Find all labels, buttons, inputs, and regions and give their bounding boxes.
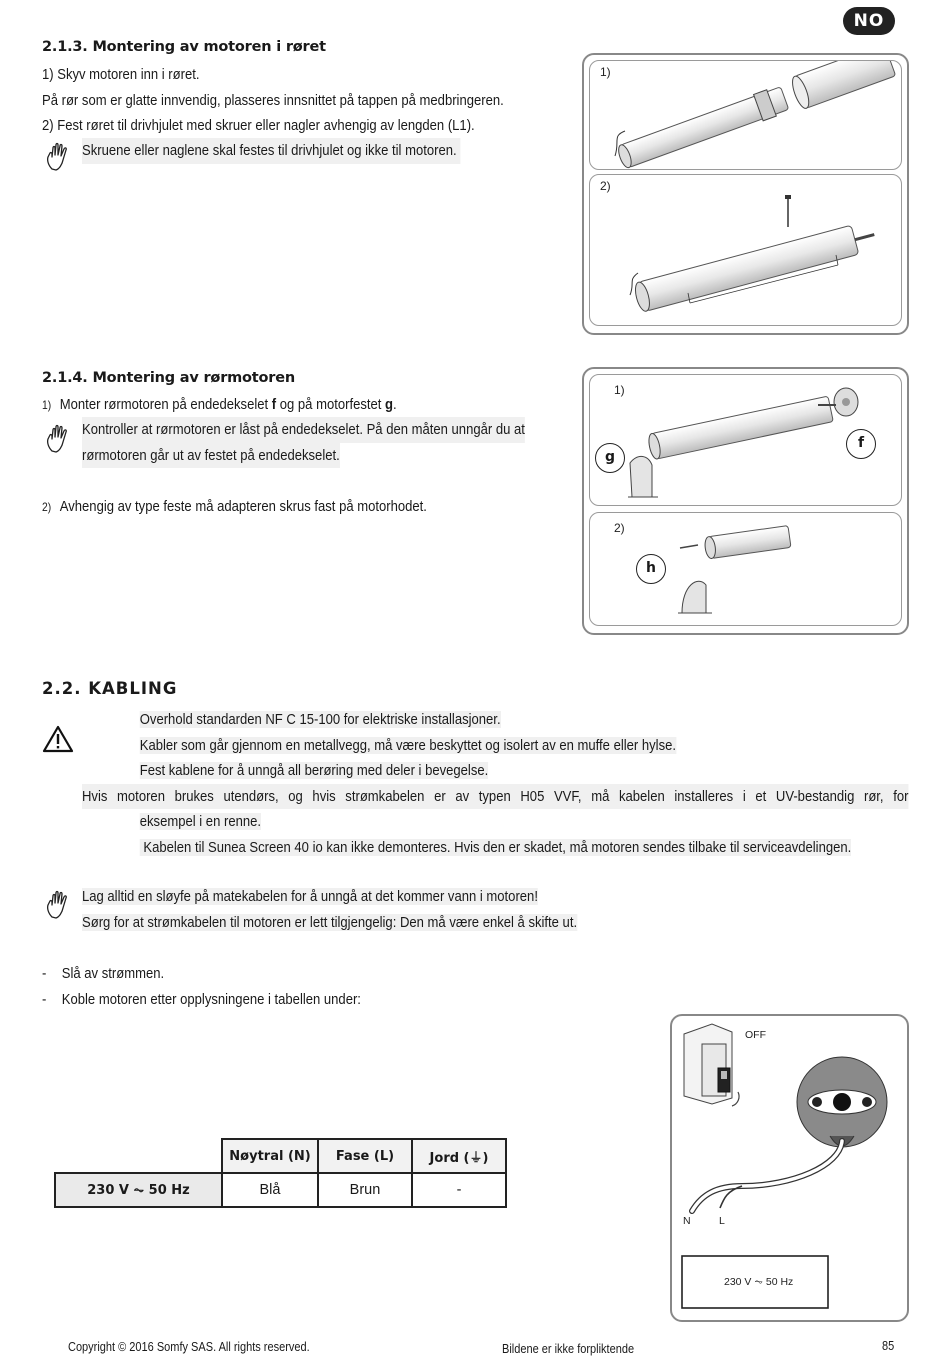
section-214-note-line2: rørmotoren går ut av festet på endedekselet. — [82, 443, 340, 469]
breaker-off-label: OFF — [745, 1029, 766, 1041]
table-header-phase: Fase (L) — [318, 1139, 412, 1173]
step2-text: Avhengig av type feste må adapteren skrus fast på motorhodet. — [59, 498, 427, 515]
hand-icon — [44, 142, 74, 172]
warning-line: Fest kablene for å unngå all berøring med deler i bevegelse. — [139, 762, 489, 779]
callout-g: g — [595, 443, 625, 473]
section-213-line3: 2) Fest røret til drivhjulet med skruer eller nagler avhengig av lengden (L1). — [42, 117, 475, 134]
table-cell-neutral: Blå — [222, 1173, 318, 1207]
wiring-diagram — [670, 1014, 909, 1322]
warning-line: Kabelen til Sunea Screen 40 io kan ikke demonteres. Hvis den er skadet, må motoren sendes tilbake til serviceavdelingen. — [139, 838, 852, 856]
wiring-illustration — [672, 1016, 907, 1320]
figure-213-panel-1 — [589, 60, 902, 170]
table-header-neutral: Nøytral (N) — [222, 1139, 318, 1173]
section-213-line2: På rør som er glatte innvendig, plasseres innsnittet på tappen på medbringeren. — [42, 91, 504, 109]
tube-screw-illustration — [590, 175, 901, 325]
section-213-note: Skruene eller naglene skal festes til drivhjulet og ikke til motoren. — [82, 138, 460, 164]
warning-line: Kabler som går gjennom en metallvegg, må være beskyttet og isolert av en muffe eller hylse. — [139, 736, 677, 754]
warning-icon — [42, 725, 74, 753]
list-item — [42, 961, 361, 987]
step1-text-mid: og på motorfestet — [276, 396, 386, 413]
hand-icon — [44, 890, 74, 920]
list-item-text: Slå av strømmen. — [61, 965, 165, 982]
figure-214-panel-2 — [589, 512, 902, 626]
wire-n-label: N — [683, 1215, 691, 1227]
section-22-notes — [82, 884, 577, 935]
step1-g: g — [385, 396, 394, 413]
language-badge: NO — [843, 7, 895, 35]
section-214-note — [82, 417, 525, 468]
section-22-steps — [42, 961, 361, 1012]
note-line: Sørg for at strømkabelen til motoren er lett tilgjengelig: Den må være enkel å skifte ut. — [82, 913, 578, 931]
table-corner — [55, 1139, 222, 1173]
note-line: Lag alltid en sløyfe på matekabelen for å unngå at det kommer vann i motoren! — [82, 888, 538, 905]
wire-l-label: L — [719, 1215, 725, 1227]
hand-icon — [44, 424, 74, 454]
list-dash: - — [42, 990, 47, 1008]
step-number: 2) — [42, 500, 52, 514]
footer-copyright: Copyright © 2016 Somfy SAS. All rights reserved. — [68, 1340, 310, 1354]
supply-label: 230 V ⏦ 50 Hz — [724, 1276, 794, 1288]
section-213-text — [42, 62, 504, 139]
motor-in-tube-illustration — [590, 61, 901, 169]
section-213-title: 2.1.3. Montering av motoren i røret — [42, 39, 326, 55]
step1-f: f — [271, 396, 277, 413]
figure-214-label-1: 1) — [614, 383, 625, 397]
section-214-step2 — [42, 494, 427, 521]
list-item — [42, 987, 361, 1013]
table-header-row — [55, 1139, 506, 1173]
step1-text-end: . — [393, 396, 397, 413]
table-cell-earth: - — [412, 1173, 506, 1207]
step1-text-pre: Monter rørmotoren på endedekselet — [59, 396, 272, 413]
figure-213-label-1: 1) — [600, 65, 611, 79]
page-number: 85 — [882, 1339, 895, 1353]
wiring-table — [54, 1138, 507, 1208]
section-214-note-line1: Kontroller at rørmotoren er låst på endedekselet. På den måten unngår du at — [82, 417, 525, 443]
section-214-title: 2.1.4. Montering av rørmotoren — [42, 370, 296, 386]
figure-213-label-2: 2) — [600, 179, 611, 193]
table-header-earth: Jord (⏚) — [412, 1139, 506, 1173]
callout-f: f — [846, 429, 876, 459]
table-cell-phase: Brun — [318, 1173, 412, 1207]
figure-214-panel-1 — [589, 374, 902, 506]
warning-line: eksempel i en renne. — [139, 813, 262, 830]
figure-214-label-2: 2) — [614, 521, 625, 535]
list-dash: - — [42, 965, 47, 982]
step-number: 1) — [42, 398, 52, 412]
section-22-warnings — [82, 707, 907, 860]
table-row — [55, 1173, 506, 1207]
figure-213-panel-2 — [589, 174, 902, 326]
warning-line: Overhold standarden NF C 15-100 for elektriske installasjoner. — [139, 711, 501, 728]
section-213-line1: 1) Skyv motoren inn i røret. — [42, 66, 200, 83]
list-item-text: Koble motoren etter opplysningene i tabellen under: — [61, 990, 361, 1008]
table-row-label: 230 V ⏦ 50 Hz — [55, 1173, 222, 1207]
callout-h: h — [636, 554, 666, 584]
section-214-step1 — [42, 392, 397, 419]
footer-disclaimer: Bildene er ikke forpliktende — [502, 1342, 635, 1356]
section-22-title: 2.2. KABLING — [42, 679, 178, 698]
warning-line: Hvis motoren brukes utendørs, og hvis strømkabelen er av typen H05 VVF, må kabelen installeres i et UV-bestandig rør, for — [82, 784, 908, 810]
